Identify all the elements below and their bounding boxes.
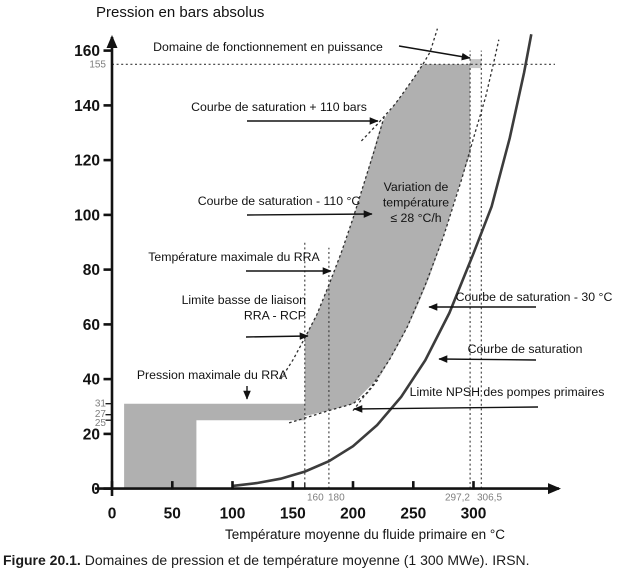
- svg-text:300: 300: [460, 505, 487, 523]
- svg-text:200: 200: [340, 505, 366, 523]
- y-tick-labels: [74, 43, 106, 498]
- svg-text:25: 25: [94, 418, 106, 429]
- svg-text:100: 100: [219, 505, 246, 523]
- label-saturation-moins-110-c-arrow: [247, 214, 372, 215]
- svg-text:31: 31: [94, 398, 106, 410]
- label-temperature-maximale-rra: Température maximale du RRA: [148, 250, 320, 264]
- svg-text:140: 140: [74, 97, 100, 115]
- label-limite-basse-liaison-arrow: [246, 336, 308, 337]
- svg-text:180: 180: [328, 492, 345, 504]
- label-limite-npsh: Limite NPSH des pompes primaires: [409, 385, 605, 399]
- label-saturation-moins-110-c: Courbe de saturation - 110 °C: [197, 194, 361, 208]
- svg-text:306,5: 306,5: [477, 492, 503, 504]
- svg-text:120: 120: [74, 152, 100, 170]
- label-domaine-fonctionnement: Domaine de fonctionnement en puissance: [153, 40, 383, 54]
- label-saturation-plus-110-bars: Courbe de saturation + 110 bars: [191, 100, 367, 114]
- svg-text:0: 0: [91, 481, 100, 499]
- label-limite-npsh-arrow: [354, 407, 538, 409]
- power-operation-domain: [470, 59, 481, 68]
- svg-text:160: 160: [307, 492, 324, 504]
- x-axis-title: Température moyenne du fluide primaire en °C: [224, 527, 506, 542]
- label-courbe-de-saturation-arrow: [439, 359, 536, 360]
- label-pression-maximale-rra: Pression maximale du RRA: [136, 368, 288, 382]
- label-limite-basse-liaison: Limite basse de liaison RRA - RCP: [181, 293, 306, 323]
- svg-text:160: 160: [74, 43, 100, 61]
- svg-text:250: 250: [400, 505, 427, 523]
- svg-text:0: 0: [107, 505, 117, 523]
- label-saturation-moins-30-c: Courbe de saturation - 30 °C: [455, 290, 613, 304]
- rra-pressure-region: [124, 404, 305, 489]
- svg-text:27: 27: [94, 409, 106, 420]
- svg-text:100: 100: [74, 207, 100, 225]
- caption-label: Figure 20.1.: [3, 552, 81, 568]
- svg-text:20: 20: [82, 426, 100, 444]
- label-domaine-fonctionnement-arrow: [399, 46, 470, 58]
- x-tick-labels: [108, 493, 503, 523]
- svg-text:80: 80: [82, 262, 100, 280]
- svg-text:50: 50: [163, 505, 181, 523]
- chart-regions: [124, 59, 481, 489]
- svg-text:40: 40: [82, 371, 100, 389]
- label-courbe-de-saturation: Courbe de saturation: [467, 342, 583, 356]
- figure-caption: [3, 552, 530, 568]
- y-axis-title: Pression en bars absolus: [96, 4, 265, 21]
- svg-text:60: 60: [82, 316, 100, 334]
- label-variation-temperature: Variation de température ≤ 28 °C/h: [382, 180, 450, 225]
- svg-text:150: 150: [279, 505, 306, 523]
- svg-text:297,2: 297,2: [444, 492, 470, 504]
- caption-text: Domaines de pression et de température moyenne (1 300 MWe). IRSN.: [80, 552, 530, 568]
- svg-text:155: 155: [89, 59, 106, 71]
